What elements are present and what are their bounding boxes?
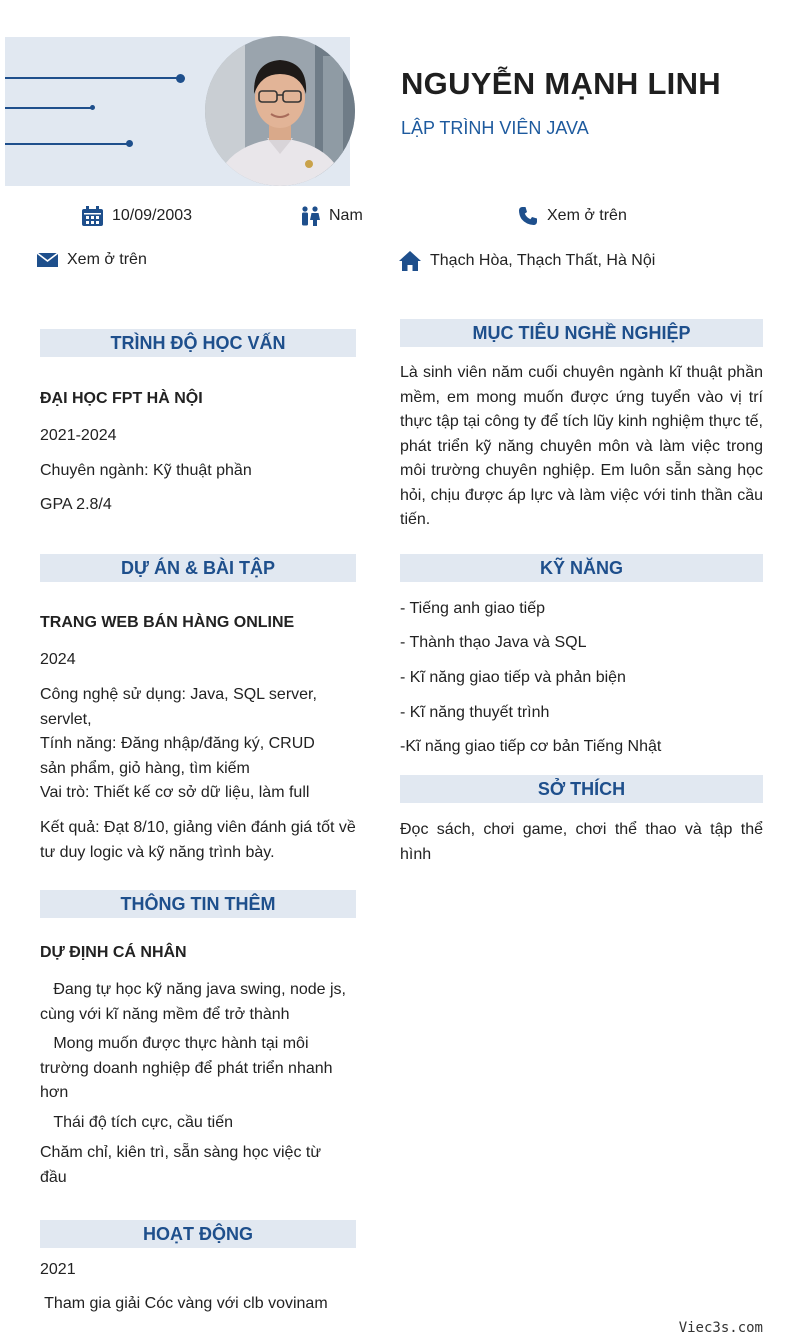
extra-subheading: DỰ ĐỊNH CÁ NHÂN <box>40 944 187 961</box>
phone-text: Xem ở trên <box>547 207 627 224</box>
email-text: Xem ở trên <box>67 251 147 268</box>
project-role: Vai trò: Thiết kế cơ sở dữ liệu, làm full <box>40 784 310 801</box>
extra-item: Đang tự học kỹ năng java swing, node js, cùng với kĩ năng mềm để trở thành <box>40 981 351 1023</box>
extra-item: Chăm chỉ, kiên trì, sẵn sàng học việc từ đầu <box>40 1144 322 1186</box>
gender-text: Nam <box>329 207 363 224</box>
activity-desc: Tham gia giải Cóc vàng với clb vovinam <box>40 1295 328 1312</box>
address-text: Thạch Hòa, Thạch Thất, Hà Nội <box>430 252 656 269</box>
skill-item: - Kĩ năng thuyết trình <box>400 704 550 721</box>
gender-icon <box>300 206 320 226</box>
calendar-icon <box>82 206 103 226</box>
projects-heading: DỰ ÁN & BÀI TẬP <box>40 554 356 582</box>
project-tech: Công nghệ sử dụng: Java, SQL server, servlet, <box>40 686 317 728</box>
email-item <box>37 251 147 269</box>
gender-item <box>300 206 363 226</box>
extra-item: Mong muốn được thực hành tại môi trường doanh nghiệp để phát triển nhanh hơn <box>40 1035 337 1101</box>
education-gpa: GPA 2.8/4 <box>40 496 112 513</box>
phone-item <box>518 206 627 226</box>
objective-text: Là sinh viên năm cuối chuyên ngành kĩ thuật phần mềm, em mong muốn được ứng tuyển vào vị trí thực tập tại công ty để tích lũy kinh nghiệm thực tế, phát triển kỹ năng chuyên môn và làm việc trong môi trường chuyên nghiệp. Em luôn sẵn sàng học hỏi, chịu được áp lực và làm việc với tinh thần cầu tiến. <box>400 364 763 528</box>
education-heading: TRÌNH ĐỘ HỌC VẤN <box>40 329 356 357</box>
skill-item: - Tiếng anh giao tiếp <box>400 600 545 617</box>
project-result: Kết quả: Đạt 8/10, giảng viên đánh giá tốt về tư duy logic và kỹ năng trình bày. <box>40 819 356 861</box>
project-year: 2024 <box>40 651 76 668</box>
extra-heading: THÔNG TIN THÊM <box>40 890 356 918</box>
decor-line-1 <box>5 77 180 79</box>
decor-dot-2 <box>90 105 95 110</box>
extra-item: Thái độ tích cực, cầu tiến <box>40 1114 234 1131</box>
school-name: ĐẠI HỌC FPT HÀ NỘI <box>40 390 203 407</box>
objective-heading: MỤC TIÊU NGHỀ NGHIỆP <box>400 319 763 347</box>
activities-heading: HOẠT ĐỘNG <box>40 1220 356 1248</box>
project-features: Tính năng: Đăng nhập/đăng ký, CRUD sản phẩm, giỏ hàng, tìm kiếm <box>40 735 315 777</box>
activity-year: 2021 <box>40 1261 76 1278</box>
skill-item: - Thành thạo Java và SQL <box>400 634 587 651</box>
decor-dot-3 <box>126 140 133 147</box>
home-icon <box>399 251 421 271</box>
birthdate-item <box>82 206 192 226</box>
footer-brand: Viec3s.com <box>678 1320 763 1336</box>
job-title: LẬP TRÌNH VIÊN JAVA <box>401 118 589 138</box>
hobbies-text: Đọc sách, chơi game, chơi thể thao và tập thể hình <box>400 821 763 863</box>
education-major: Chuyên ngành: Kỹ thuật phần <box>40 462 252 479</box>
skills-heading: KỸ NĂNG <box>400 554 763 582</box>
avatar <box>205 36 355 186</box>
hobbies-heading: SỞ THÍCH <box>400 775 763 803</box>
skill-item: - Kĩ năng giao tiếp và phản biện <box>400 669 626 686</box>
education-period: 2021-2024 <box>40 427 117 444</box>
candidate-name: NGUYỄN MẠNH LINH <box>401 66 721 101</box>
envelope-icon <box>37 252 58 268</box>
phone-icon <box>518 206 538 226</box>
decor-dot-1 <box>176 74 185 83</box>
decor-line-2 <box>5 107 92 109</box>
skill-item: -Kĩ năng giao tiếp cơ bản Tiếng Nhật <box>400 738 662 755</box>
birthdate-text: 10/09/2003 <box>112 207 193 224</box>
project-name: TRANG WEB BÁN HÀNG ONLINE <box>40 614 295 631</box>
decor-line-3 <box>5 143 130 145</box>
address-item <box>399 251 655 271</box>
